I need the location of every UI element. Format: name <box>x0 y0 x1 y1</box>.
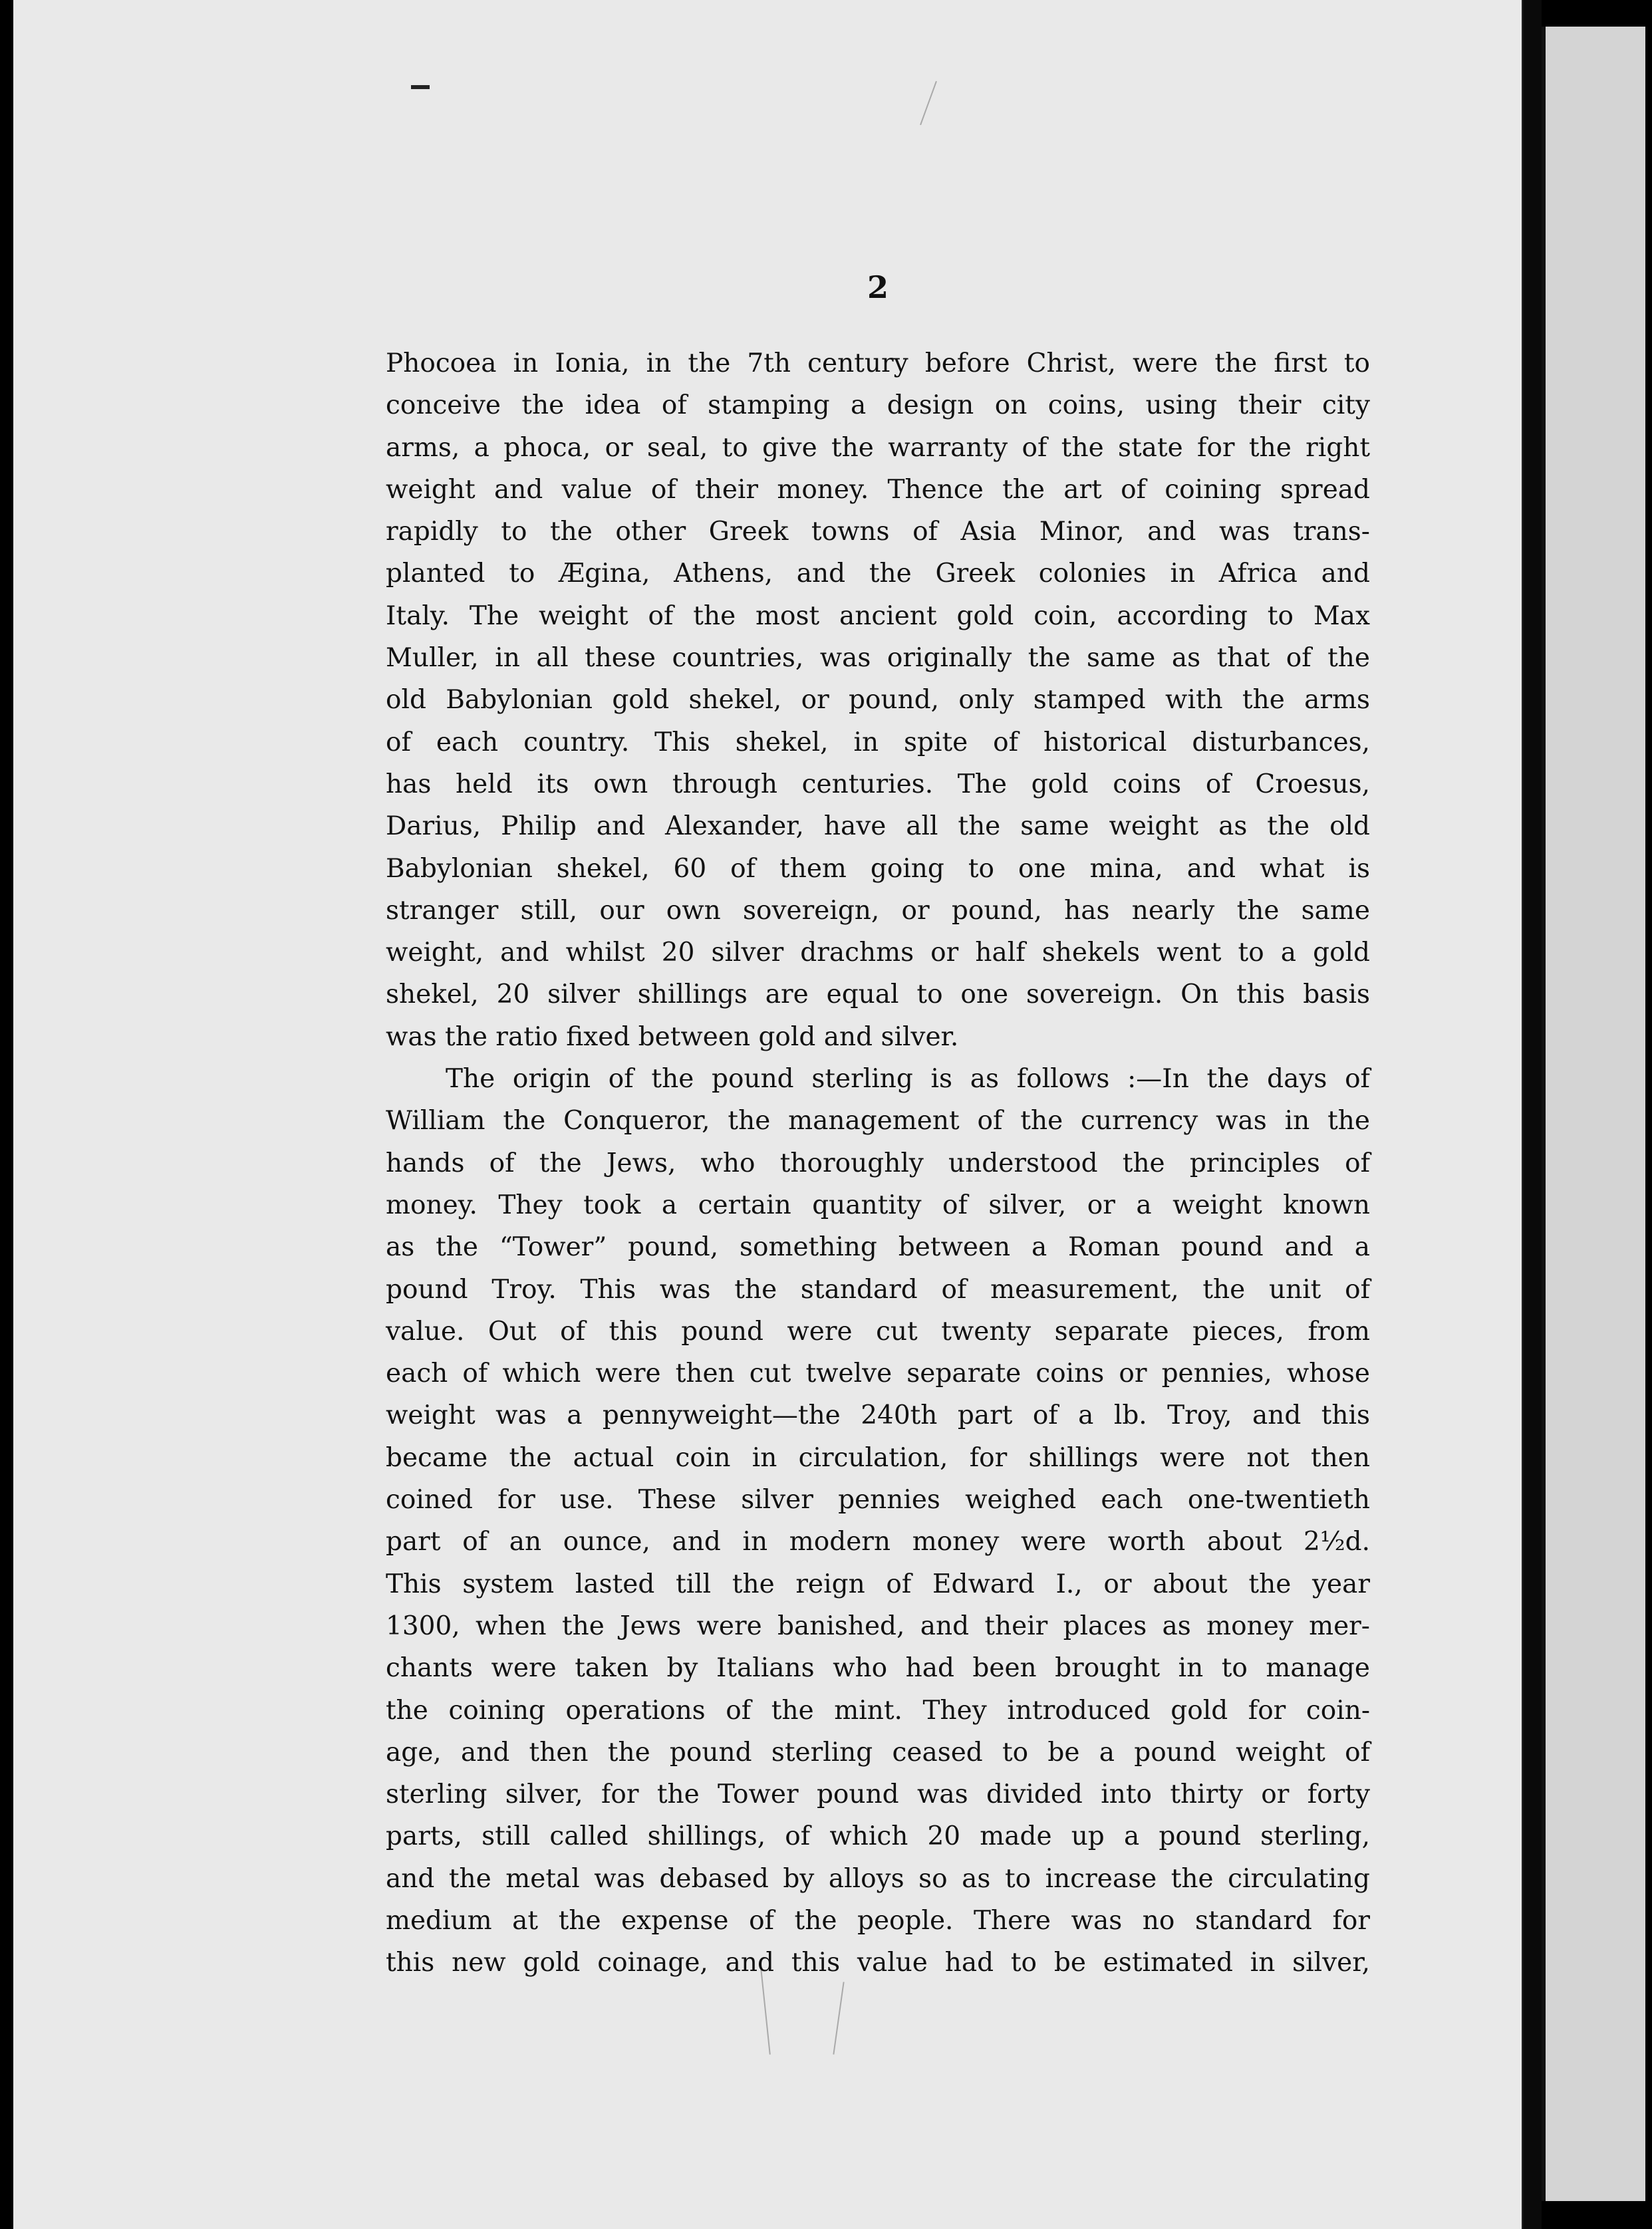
text-line: pound Troy. This was the standard of measurement, the unit of <box>386 1274 1370 1305</box>
text-line: stranger still, our own sovereign, or pound, has nearly the same <box>386 895 1370 926</box>
text-line: Muller, in all these countries, was originally the same as that of the <box>386 643 1370 674</box>
text-line: this new gold coinage, and this value had to be estimated in silver, <box>386 1948 1370 1978</box>
text-line: medium at the expense of the people. There was no standard for <box>386 1905 1370 1936</box>
text-line: each of which were then cut twelve separate coins or pennies, whose <box>386 1359 1370 1389</box>
text-line: William the Conqueror, the management of the currency was in the <box>386 1106 1370 1136</box>
top-mark <box>411 85 430 89</box>
adjacent-page-edge <box>1542 27 1645 2201</box>
text-line: old Babylonian gold shekel, or pound, only stamped with the arms <box>386 685 1370 716</box>
text-line: Phocoea in Ionia, in the 7th century before Christ, were the first to <box>386 348 1370 378</box>
text-line: age, and then the pound sterling ceased to be a pound weight of <box>386 1737 1370 1768</box>
text-line: and the metal was debased by alloys so as to increase the circulating <box>386 1863 1370 1894</box>
text-line: value. Out of this pound were cut twenty separate pieces, from <box>386 1316 1370 1347</box>
text-line: part of an ounce, and in modern money were worth about 2½d. <box>386 1527 1370 1557</box>
text-line: has held its own through centuries. The gold coins of Croesus, <box>386 769 1370 799</box>
page-number: 2 <box>867 269 889 305</box>
text-line: weight, and whilst 20 silver drachms or half shekels went to a gold <box>386 938 1370 968</box>
text-line: became the actual coin in circulation, for shillings were not then <box>386 1442 1370 1473</box>
text-line: the coining operations of the mint. They introduced gold for coin- <box>386 1695 1370 1726</box>
text-line: Italy. The weight of the most ancient gold coin, according to Max <box>386 600 1370 631</box>
text-line: sterling silver, for the Tower pound was divided into thirty or forty <box>386 1779 1370 1810</box>
text-line: hands of the Jews, who thoroughly understood the principles of <box>386 1148 1370 1178</box>
text-line: conceive the idea of stamping a design on coins, using their city <box>386 390 1370 421</box>
paragraph <box>386 1058 1370 1984</box>
page-edge-shadow <box>1523 0 1542 2229</box>
text-line: of each country. This shekel, in spite of historical disturbances, <box>386 727 1370 757</box>
text-line: parts, still called shillings, of which 20 made up a pound sterling, <box>386 1821 1370 1852</box>
body-text <box>386 342 1370 1984</box>
text-line: as the “Tower” pound, something between a Roman pound and a <box>386 1232 1370 1263</box>
text-line: This system lasted till the reign of Edward I., or about the year <box>386 1569 1370 1599</box>
text-line: planted to Ægina, Athens, and the Greek colonies in Africa and <box>386 559 1370 589</box>
text-line: chants were taken by Italians who had been brought in to manage <box>386 1653 1370 1684</box>
paragraph <box>386 342 1370 1058</box>
text-line: money. They took a certain quantity of silver, or a weight known <box>386 1190 1370 1220</box>
text-line: 1300, when the Jews were banished, and their places as money mer- <box>386 1611 1370 1641</box>
text-line: Babylonian shekel, 60 of them going to one mina, and what is <box>386 853 1370 884</box>
text-line: weight was a pennyweight—the 240th part of a lb. Troy, and this <box>386 1400 1370 1431</box>
text-line: arms, a phoca, or seal, to give the warranty of the state for the right <box>386 432 1370 463</box>
text-line: The origin of the pound sterling is as follows :—In the days of <box>446 1064 1370 1095</box>
text-line: rapidly to the other Greek towns of Asia Minor, and was trans- <box>386 517 1370 547</box>
text-line: was the ratio fixed between gold and silver. <box>386 1021 959 1052</box>
text-line: Darius, Philip and Alexander, have all the same weight as the old <box>386 811 1370 842</box>
text-line: weight and value of their money. Thence the art of coining spread <box>386 474 1370 505</box>
text-line: coined for use. These silver pennies weighed each one-twentieth <box>386 1485 1370 1515</box>
text-line: shekel, 20 silver shillings are equal to one sovereign. On this basis <box>386 980 1370 1010</box>
